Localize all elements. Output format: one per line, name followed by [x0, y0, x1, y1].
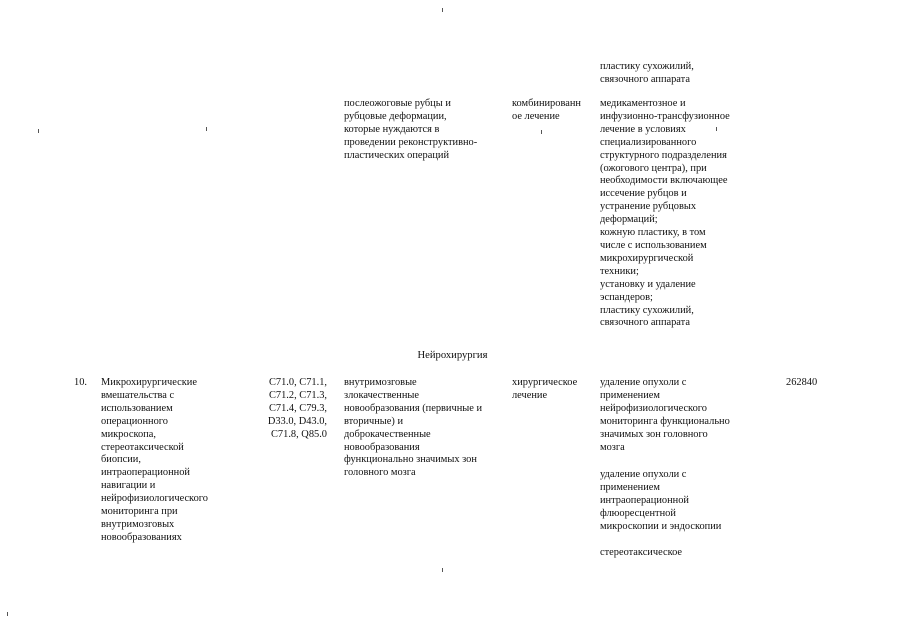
scan-speck: [541, 130, 542, 134]
scan-speck: [716, 127, 717, 131]
scan-speck: [442, 8, 443, 12]
row-intervention-name: Микрохирургические вмешательства с использованием операционного микроскопа, стереотаксической биопсии, интраоперационной навигации и нейрофизиологического мониторинга при внутримозговых новообразованиях: [101, 377, 208, 543]
row-structure-cell: внутримозговые злокачественные новообразования (первичные и вторичные) и доброкачественные новообразования функционально значимых зон головного мозга: [344, 377, 483, 479]
scan-speck: [442, 568, 443, 572]
scan-speck: [38, 129, 39, 133]
row-method-2: удаление опухоли с применением интраоперационной флюоресцентной микроскопии и эндоскопии: [600, 469, 722, 532]
row-number: 10.: [74, 377, 87, 388]
method-continuation: пластику сухожилий, связочного аппарата: [600, 61, 694, 85]
row-price: 262840: [786, 377, 818, 388]
row-icd-codes: C71.0, C71.1, C71.2, C71.3, C71.4, C79.3, D33.0, D43.0, C71.8, Q85.0: [267, 377, 327, 440]
burns-treatment-type-cell: комбинированн ое лечение: [512, 98, 581, 122]
section-title-neurosurgery: Нейрохирургия: [417, 350, 488, 361]
burns-structure-cell: послеожоговые рубцы и рубцовые деформации, которые нуждаются в проведении реконструктивно- пластических операций: [344, 98, 478, 161]
row-treatment-type-cell: хирургическое лечение: [512, 377, 578, 401]
scan-speck: [206, 127, 207, 131]
row-method-1: удаление опухоли с применением нейрофизиологического мониторинга функционально значимых зон головного мозга: [600, 377, 730, 453]
scan-speck: [7, 612, 8, 616]
burns-method-cell: медикаментозное и инфузионно-трансфузионное лечение в условиях специализированного структурного подразделения (ожогового центра), при необходимости включающее иссечение рубцов и устранение рубцовых деформаций; кожную пластику, в том числе с использованием микрохирургической техники; установку и удаление эспандеров; пластику сухожилий, связочного аппарата: [600, 98, 730, 329]
row-method-3: стереотаксическое: [600, 547, 683, 558]
